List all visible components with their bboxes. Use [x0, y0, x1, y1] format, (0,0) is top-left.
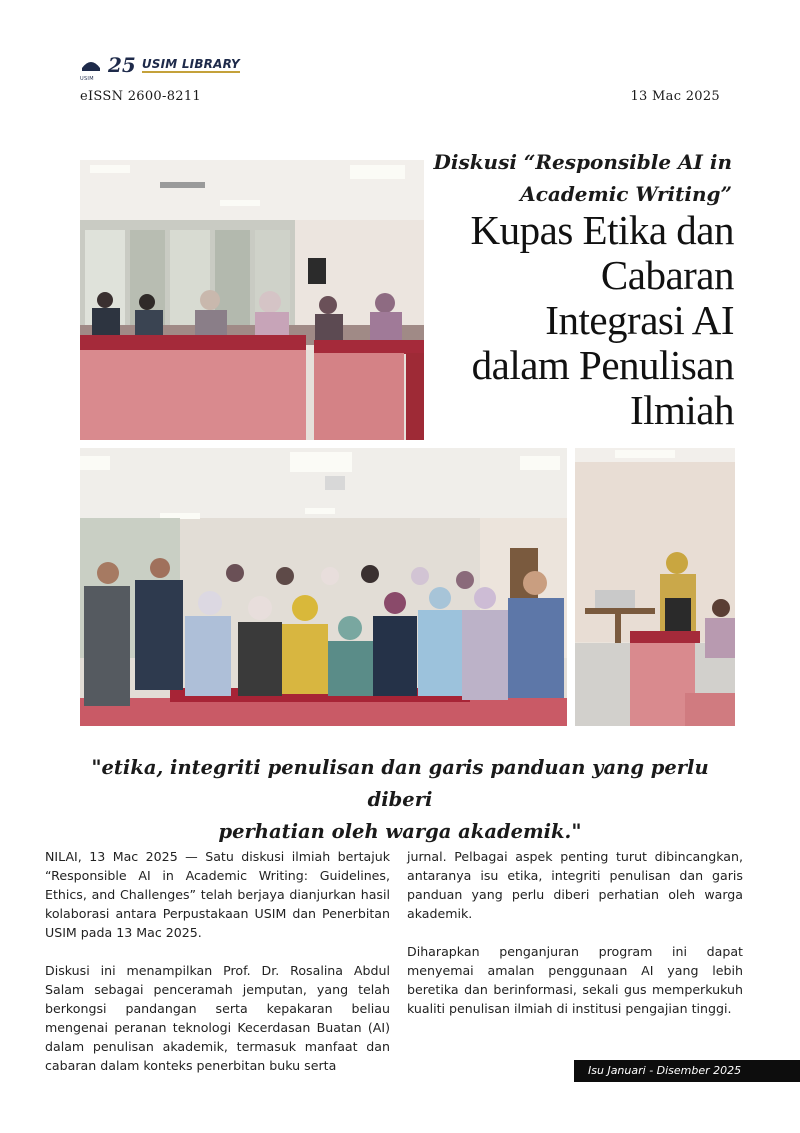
- seal-label: USIM: [80, 76, 94, 82]
- photo-group: [80, 448, 567, 726]
- body-paragraph: Diskusi ini menampilkan Prof. Dr. Rosalina Abdul Salam sebagai penceramah jemputan, yang telah berkongsi pandangan serta kepakaran beliau mengenai peranan teknologi Kecerdasan Buatan (AI) dalam penulisan akademik, termasuk manfaat dan cabaran dalam konteks penerbitan buku serta: [45, 963, 390, 1073]
- pull-quote-line-2: perhatian oleh warga akademik.": [218, 820, 582, 843]
- body-column-left: [45, 847, 390, 1094]
- usim-seal-icon: [80, 54, 102, 82]
- issue-footer: Isu Januari - Disember 2025: [574, 1060, 800, 1082]
- pull-quote: [60, 752, 740, 848]
- headline-line: Kupas Etika dan: [470, 207, 734, 253]
- kicker-line-1: Diskusi “Responsible AI in: [433, 150, 732, 174]
- headline-line: Integrasi AI: [545, 297, 734, 343]
- photo-seated-audience: [80, 160, 424, 440]
- issue-date: 13 Mac 2025: [630, 89, 720, 104]
- logo-wordmark: USIM LIBRARY: [141, 57, 240, 71]
- headline-line: Ilmiah: [629, 387, 734, 433]
- headline: [394, 208, 734, 433]
- usim-library-logo: [80, 50, 240, 80]
- headline-line: dalam Penulisan: [471, 342, 734, 388]
- body-paragraph: NILAI, 13 Mac 2025 — Satu diskusi ilmiah bertajuk “Responsible AI in Academic Writing: Guidelines, Ethics, and Challenges” telah berjaya dianjurkan hasil kolaborasi antara Perpustakaan USIM dan Penerbitan USIM pada 13 Mac 2025.: [45, 849, 390, 940]
- photo-speaker: [575, 448, 735, 726]
- anniversary-number: 25: [108, 53, 136, 77]
- headline-line: Cabaran: [600, 252, 734, 298]
- article-kicker: [412, 146, 732, 210]
- body-column-right: [407, 847, 743, 1037]
- body-paragraph: Diharapkan penganjuran program ini dapat menyemai amalan penggunaan AI yang lebih beretika dan berinformasi, sekali gus memperkukuh kualiti penulisan ilmiah di institusi pengajian tinggi.: [407, 944, 743, 1016]
- kicker-line-2: Academic Writing”: [520, 182, 732, 206]
- eissn: eISSN 2600-8211: [80, 89, 201, 104]
- pull-quote-line-1: "etika, integriti penulisan dan garis panduan yang perlu diberi: [91, 756, 709, 811]
- body-paragraph: jurnal. Pelbagai aspek penting turut dibincangkan, antaranya isu etika, integriti penulisan dan garis panduan yang perlu diberi perhatian oleh warga akademik.: [407, 849, 743, 921]
